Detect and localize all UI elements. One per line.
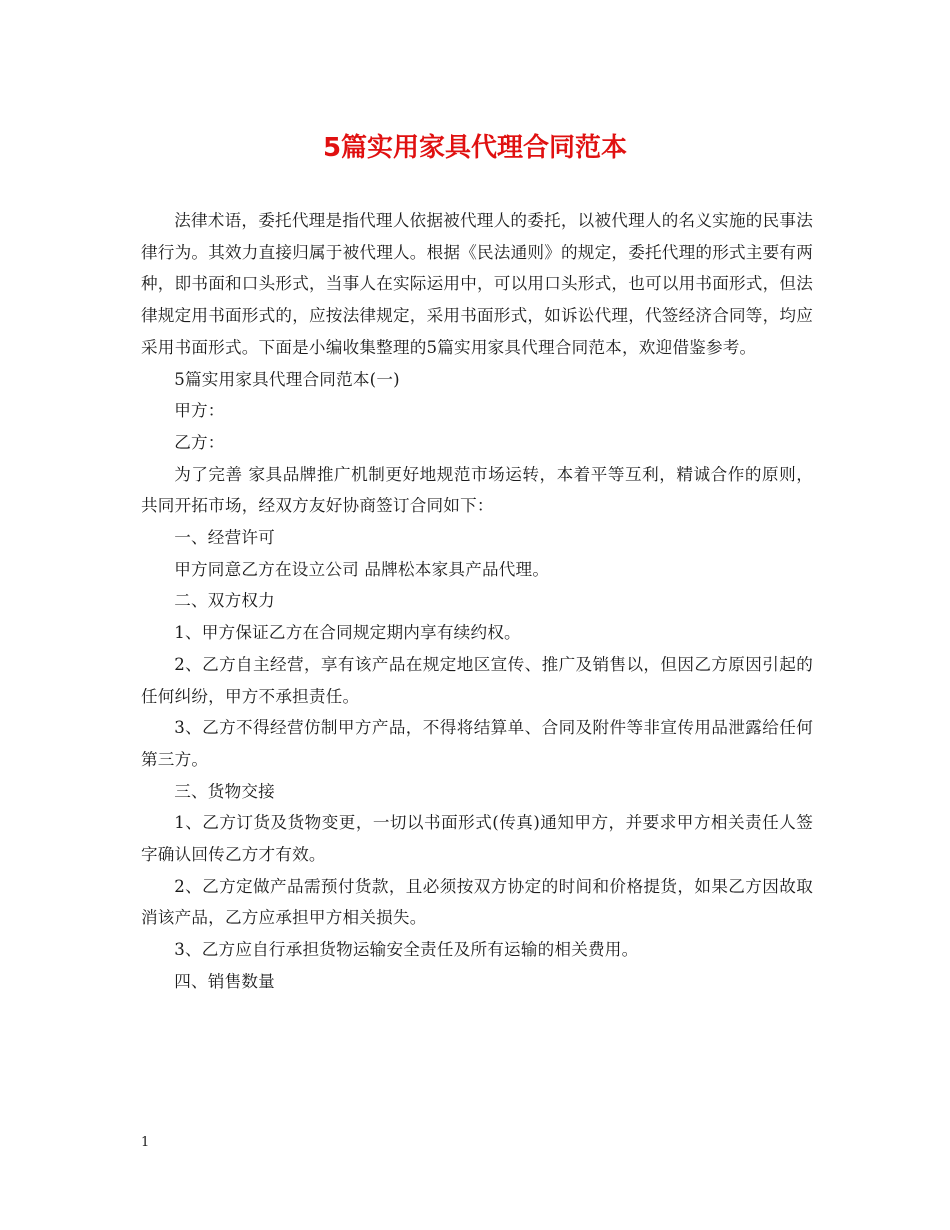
clause-paragraph: 1、乙方订货及货物变更，一切以书面形式(传真)通知甲方，并要求甲方相关责任人签字确认回传乙方才有效。	[141, 813, 813, 865]
section-heading-sales: 四、销售数量	[174, 971, 275, 991]
clause-paragraph: 甲方同意乙方在设立公司 品牌松本家具产品代理。	[174, 559, 550, 579]
section-heading-delivery: 三、货物交接	[174, 781, 275, 801]
clause-paragraph: 3、乙方应自行承担货物运输安全责任及所有运输的相关费用。	[174, 940, 639, 960]
intro-paragraph: 法律术语，委托代理是指代理人依据被代理人的委托，以被代理人的名义实施的民事法律行为。其效力直接归属于被代理人。根据《民法通则》的规定，委托代理的形式主要有两种，即书面和口头形式，当事人在实际运用中，可以用口头形式，也可以用书面形式，但法律规定用书面形式的，应按法律规定，采用书面形式，如诉讼代理，代签经济合同等，均应采用书面形式。下面是小编收集整理的5篇实用家具代理合同范本，欢迎借鉴参考。	[141, 211, 813, 357]
clause-paragraph: 2、乙方定做产品需预付货款，且必须按双方协定的时间和价格提货，如果乙方因故取消该产品，乙方应承担甲方相关损失。	[141, 876, 813, 928]
clause-paragraph: 2、乙方自主经营，享有该产品在规定地区宣传、推广及销售以，但因乙方原因引起的任何纠纷，甲方不承担责任。	[141, 654, 813, 706]
clause-paragraph: 1、甲方保证乙方在合同规定期内享有续约权。	[174, 623, 521, 643]
party-a-line: 甲方：	[174, 401, 225, 421]
clause-paragraph: 3、乙方不得经营仿制甲方产品，不得将结算单、合同及附件等非宣传用品泄露给任何第三方。	[141, 718, 813, 769]
preamble-paragraph: 为了完善 家具品牌推广机制更好地规范市场运转，本着平等互利，精诚合作的原则，共同开拓市场，经双方友好协商签订合同如下：	[141, 464, 813, 516]
document-body	[141, 205, 813, 998]
page-number: 1	[141, 1135, 150, 1150]
document-title: 5篇实用家具代理合同范本	[322, 133, 628, 163]
contract-heading: 5篇实用家具代理合同范本(一)	[174, 369, 400, 389]
party-b-line: 乙方：	[174, 432, 225, 452]
section-heading-license: 一、经营许可	[174, 528, 275, 548]
section-heading-rights: 二、双方权力	[174, 591, 275, 611]
